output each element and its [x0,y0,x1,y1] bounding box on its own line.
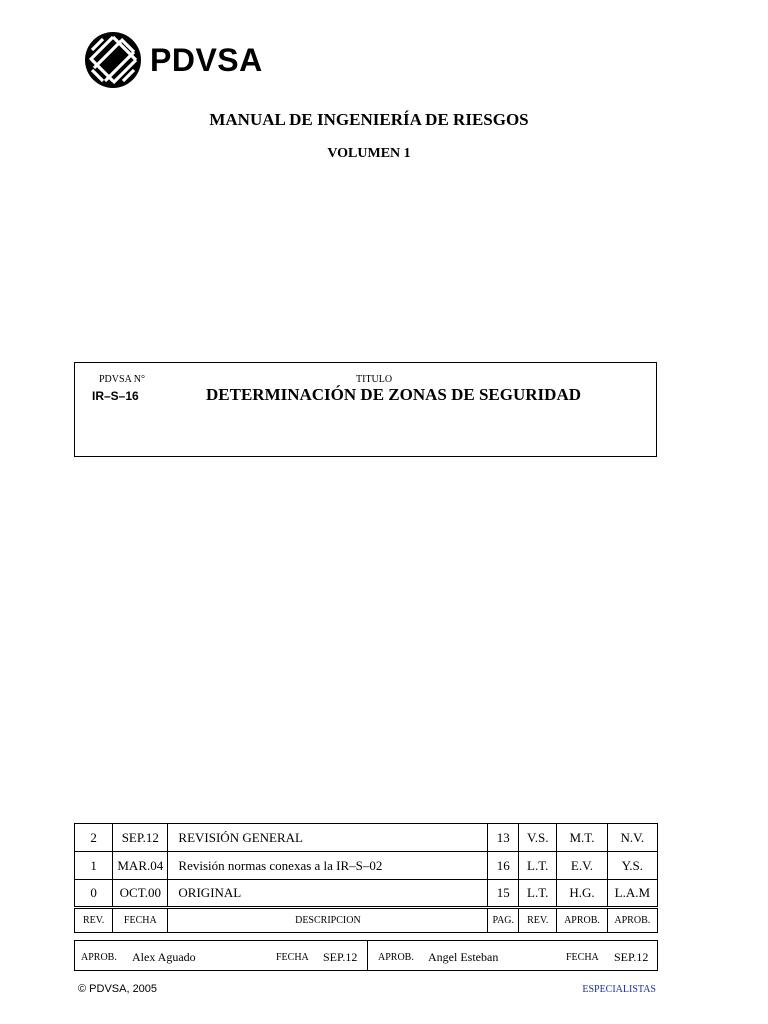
fecha-value: SEP.12 [323,950,358,964]
aprob1-cell: H.G. [557,880,607,908]
especialistas-link[interactable]: ESPECIALISTAS [582,984,656,995]
aprob2-cell: Y.S. [607,852,657,880]
pag-cell: 15 [488,880,519,908]
header-fecha: FECHA [113,908,168,933]
header-pag: PAG. [488,908,519,933]
header-rev: REV. [75,908,113,933]
rev-cell: 1 [75,852,113,880]
aprob2-cell: L.A.M [607,880,657,908]
aprob2-cell: N.V. [607,824,657,852]
rev-cell: 0 [75,880,113,908]
revision-row [75,880,658,908]
fecha-cell: OCT.00 [113,880,168,908]
manual-title: MANUAL DE INGENIERÍA DE RIESGOS [209,110,529,129]
pdvsa-logo [84,30,263,90]
logo-text: PDVSA [150,41,263,78]
pdvsa-logo-icon [84,31,142,89]
header-revisor: REV. [519,908,557,933]
document-title-label: TITULO [356,374,393,385]
document-title-box [74,362,657,457]
document-number-label: PDVSA N° [99,374,145,385]
pag-cell: 16 [488,852,519,880]
aprob-label: APROB. [378,952,414,963]
aprob-name: Angel Esteban [428,950,499,964]
revisor-cell: L.T. [519,880,557,908]
document-title: DETERMINACIÓN DE ZONAS DE SEGURIDAD [206,385,581,404]
descripcion-cell: REVISIÓN GENERAL [168,824,488,852]
rev-cell: 2 [75,824,113,852]
approval-right [368,941,657,970]
revision-row [75,852,658,880]
aprob1-cell: E.V. [557,852,607,880]
fecha-value: SEP.12 [614,950,649,964]
revisor-cell: V.S. [519,824,557,852]
fecha-cell: MAR.04 [113,852,168,880]
fecha-cell: SEP.12 [113,824,168,852]
header-aprob1: APROB. [557,908,607,933]
document-number: IR–S–16 [92,389,139,403]
aprob1-cell: M.T. [557,824,607,852]
descripcion-cell: Revisión normas conexas a la IR–S–02 [168,852,488,880]
header-aprob2: APROB. [607,908,657,933]
approval-left [75,941,368,970]
revision-row [75,824,658,852]
copyright: © PDVSA, 2005 [78,983,158,995]
revision-table-header [75,908,658,933]
aprob-label: APROB. [81,952,117,963]
descripcion-cell: ORIGINAL [168,880,488,908]
aprob-name: Alex Aguado [132,950,196,964]
revision-table [74,823,658,933]
header-descripcion: DESCRIPCION [168,908,488,933]
pag-cell: 13 [488,824,519,852]
fecha-label: FECHA [276,952,309,963]
revisor-cell: L.T. [519,852,557,880]
volume-label: VOLUMEN 1 [327,146,411,161]
approval-row [74,940,658,971]
fecha-label: FECHA [566,952,599,963]
